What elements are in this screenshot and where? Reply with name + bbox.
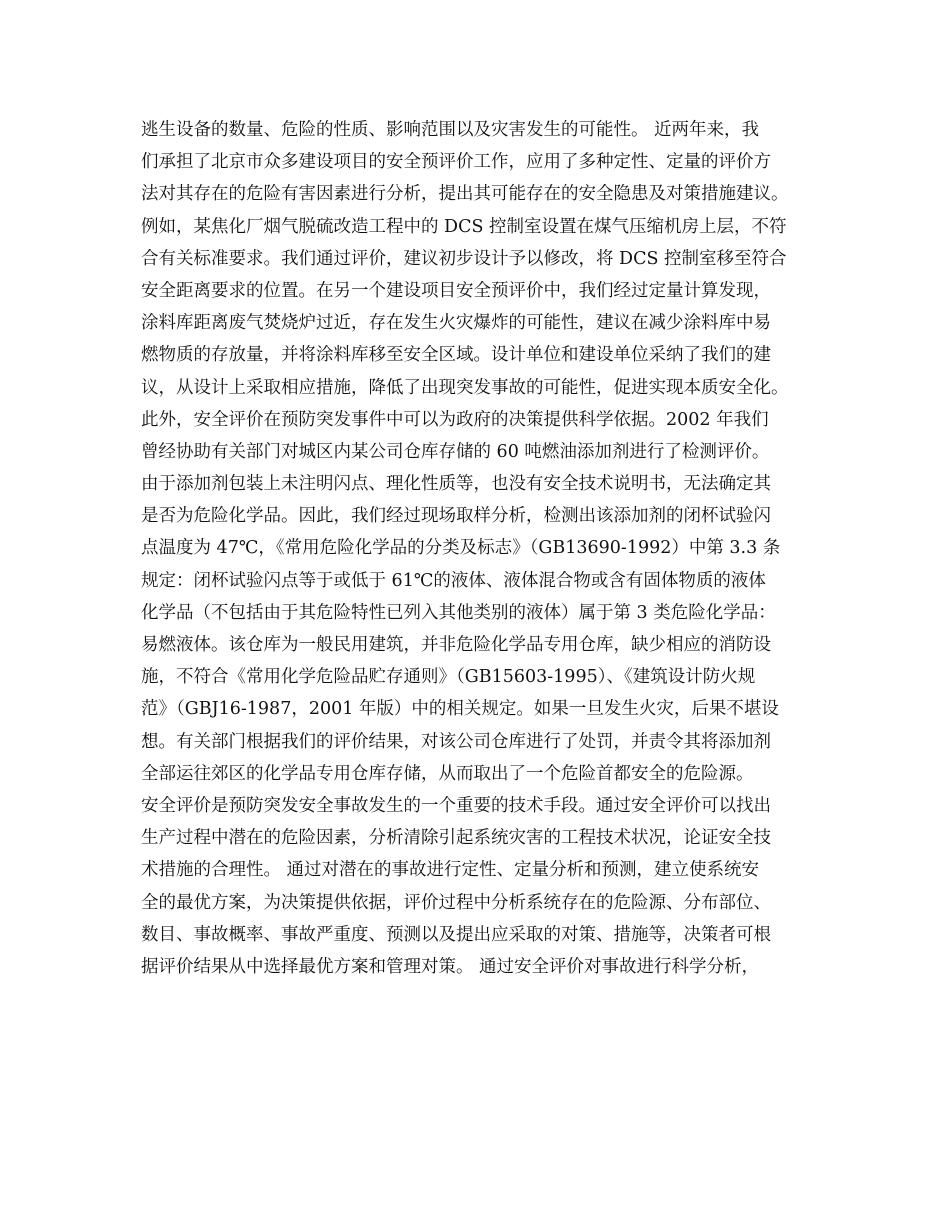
text-line: 全的最优方案，为决策提供依据，评价过程中分析系统存在的危险源、分布部位、 <box>141 892 771 913</box>
text-line: 例如，某焦化厂烟气脱硫改造工程中的 DCS 控制室设置在煤气压缩机房上层，不符 <box>141 216 787 237</box>
text-line: 易燃液体。该仓库为一般民用建筑，并非危险化学品专用仓库，缺少相应的消防设 <box>141 635 771 655</box>
text-line: 燃物质的存放量，并将涂料库移至安全区域。设计单位和建设单位采纳了我们的建 <box>141 345 771 366</box>
body-text <box>141 114 831 983</box>
text-line: 想。有关部门根据我们的评价结果，对该公司仓库进行了处罚，并责令其将添加剂 <box>141 731 771 752</box>
text-line: 安全评价是预防突发安全事故发生的一个重要的技术手段。通过安全评价可以找出 <box>141 795 771 816</box>
text-line: 逃生设备的数量、危险的性质、影响范围以及灾害发生的可能性。 近两年来，我 <box>141 120 760 140</box>
text-line: 施，不符合《常用化学危险品贮存通则》（GB15603-1995）、《建筑设计防火规 <box>141 667 756 688</box>
text-line: 涂料库距离废气焚烧炉过近，存在发生火灾爆炸的可能性，建议在减少涂料库中易 <box>141 313 771 334</box>
text-line: 化学品（不包括由于其危险特性已列入其他类别的液体）属于第 3 类危险化学品： <box>141 602 776 623</box>
text-line: 由于添加剂包装上未注明闪点、理化性质等，也没有安全技术说明书，无法确定其 <box>141 474 771 495</box>
text-line: 合有关标准要求。我们通过评价，建议初步设计予以修改，将 DCS 控制室移至符合 <box>141 248 787 269</box>
text-line: 们承担了北京市众多建设项目的安全预评价工作，应用了多种定性、定量的评价方 <box>141 152 771 173</box>
text-line: 全部运往郊区的化学品专用仓库存储，从而取出了一个危险首都安全的危险源。 <box>141 763 754 784</box>
text-line: 是否为危险化学品。因此，我们经过现场取样分析，检测出该添加剂的闭杯试验闪 <box>141 506 771 527</box>
text-line: 生产过程中潜在的危险因素，分析清除引起系统灾害的工程技术状况，论证安全技 <box>141 828 771 849</box>
text-line: 曾经协助有关部门对城区内某公司仓库存储的 60 吨燃油添加剂进行了检测评价。 <box>141 441 770 462</box>
text-line: 法对其存在的危险有害因素进行分析，提出其可能存在的安全隐患及对策措施建议。 <box>141 184 789 205</box>
text-line: 点温度为 47℃，《常用危险化学品的分类及标志》（GB13690-1992）中第 3.3 条 <box>141 538 781 559</box>
text-line: 安全距离要求的位置。在另一个建设项目安全预评价中，我们经过定量计算发现， <box>141 280 771 301</box>
text-line: 此外，安全评价在预防突发事件中可以为政府的决策提供科学依据。2002 年我们 <box>141 409 769 430</box>
text-line: 议，从设计上采取相应措施，降低了出现突发事故的可能性，促进实现本质安全化。 <box>141 377 789 398</box>
text-line: 规定：闭杯试验闪点等于或低于 61℃的液体、液体混合物或含有固体物质的液体 <box>141 570 766 591</box>
text-line: 数目、事故概率、事故严重度、预测以及提出应采取的对策、措施等，决策者可根 <box>141 924 771 945</box>
text-line: 据评价结果从中选择最优方案和管理对策。 通过安全评价对事故进行科学分析， <box>141 956 760 977</box>
text-line: 术措施的合理性。 通过对潜在的事故进行定性、定量分析和预测，建立使系统安 <box>141 860 760 881</box>
text-line: 范》（GBJ16-1987，2001 年版）中的相关规定。如果一旦发生火灾，后果不堪设 <box>141 699 779 720</box>
